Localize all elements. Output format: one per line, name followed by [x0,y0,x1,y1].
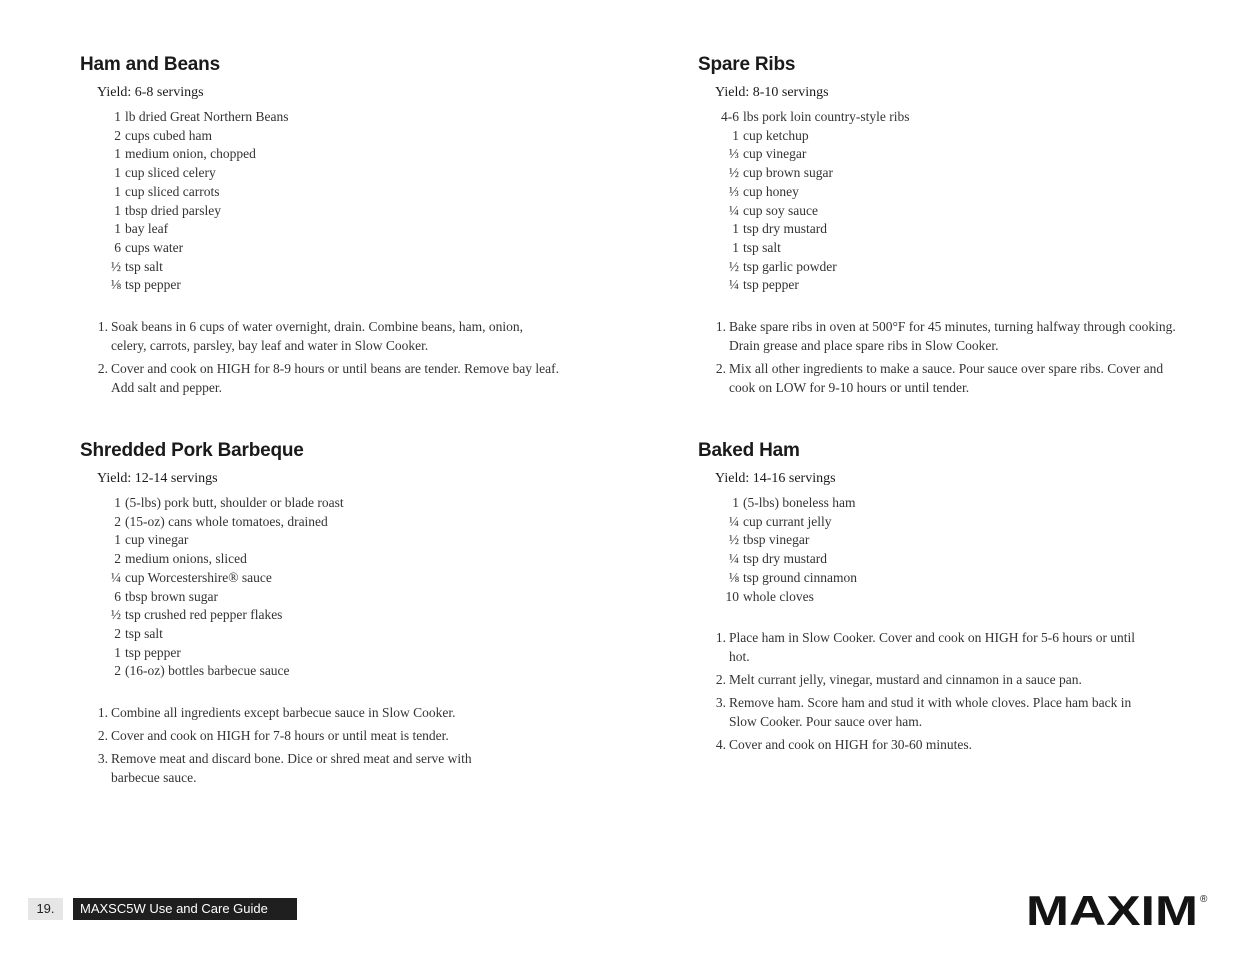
ingredient-qty: ⅓ [728,146,739,162]
ingredient-list [80,494,560,681]
ingredient-item [80,276,560,295]
step-number: 1. [715,630,726,646]
ingredient-qty: 1 [114,183,121,199]
ingredient-qty: ¼ [728,277,739,293]
recipe-baked-ham [698,440,1178,759]
ingredient-item [80,220,560,239]
step-item [698,318,1178,355]
ingredient-qty: 1 [114,221,121,237]
ingredient-qty: 1 [114,532,121,548]
ingredient-item [698,531,1178,550]
step-number: 2. [715,360,726,376]
step-text: Bake spare ribs in oven at 500°F for 45 minutes, turning halfway through cooking. Drain grease and place spare ribs in Slow Cooker. [729,319,1176,353]
step-text: Soak beans in 6 cups of water overnight, drain. Combine beans, ham, onion, celery, carrots, parsley, bay leaf and water in Slow Cooker. [111,319,524,353]
ingredient-qty: ½ [110,258,121,274]
step-item [698,694,1178,731]
ingredient-desc: whole cloves [743,588,814,604]
ingredient-qty: ¼ [728,202,739,218]
ingredient-desc: medium onion, chopped [125,146,256,162]
ingredient-item [80,606,560,625]
ingredient-desc: tsp salt [125,625,163,641]
ingredient-item [80,202,560,221]
ingredient-desc: cup currant jelly [743,513,832,529]
ingredient-item [80,662,560,681]
ingredient-desc: (16-oz) bottles barbecue sauce [125,663,290,679]
step-text: Cover and cook on HIGH for 30-60 minutes. [729,737,972,753]
ingredient-qty: ¼ [728,513,739,529]
step-text: Mix all other ingredients to make a sauce. Pour sauce over spare ribs. Cover and cook on LOW for 9-10 hours or until tender. [729,360,1164,395]
ingredient-list [80,108,560,295]
ingredient-item [698,258,1178,277]
step-item [80,727,560,746]
step-text: Place ham in Slow Cooker. Cover and cook on HIGH for 5-6 hours or until hot. [729,630,1136,664]
ingredient-item [698,588,1178,607]
step-item [80,360,560,397]
ingredient-item [80,164,560,183]
ingredient-qty: 6 [114,239,121,255]
ingredient-item [698,550,1178,569]
step-text: Cover and cook on HIGH for 7-8 hours or until meat is tender. [111,728,449,744]
ingredient-qty: 1 [732,495,739,510]
recipe-ham-and-beans [80,54,560,402]
step-text: Remove meat and discard bone. Dice or shred meat and serve with barbecue sauce. [111,751,472,786]
step-list [698,629,1178,755]
ingredient-desc: (5-lbs) pork butt, shoulder or blade roast [125,495,344,510]
step-number: 1. [97,705,108,721]
ingredient-desc: cups water [125,239,184,255]
ingredient-qty: 6 [114,588,121,604]
ingredient-item [80,513,560,532]
recipe-yield: Yield: 12-14 servings [97,471,218,486]
ingredient-desc: cup honey [743,183,799,199]
ingredient-qty: 1 [114,146,121,162]
ingredient-desc: (5-lbs) boneless ham [743,495,856,510]
ingredient-qty: 4-6 [721,109,739,124]
ingredient-item [80,145,560,164]
step-text: Remove ham. Score ham and stud it with whole cloves. Place ham back in Slow Cooker. Pour sauce over ham. [729,695,1132,730]
ingredient-qty: 1 [114,644,121,660]
ingredient-item [80,108,560,127]
step-text: Cover and cook on HIGH for 8-9 hours or until beans are tender. Remove bay leaf. Add salt and pepper. [111,360,559,395]
step-item [698,736,1178,755]
ingredient-qty: 1 [732,127,739,143]
step-number: 1. [715,319,726,335]
ingredient-desc: cup vinegar [743,146,807,162]
step-item [698,629,1178,666]
step-number: 2. [97,360,108,376]
ingredient-qty: 2 [114,663,121,679]
ingredient-item [80,550,560,569]
step-list [80,318,560,397]
step-number: 3. [97,751,108,767]
ingredient-item [698,145,1178,164]
ingredient-desc: tbsp dried parsley [125,202,221,218]
ingredient-qty: 2 [114,551,121,567]
recipe-shredded-pork-barbeque [80,440,560,792]
ingredient-desc: tsp pepper [743,277,799,293]
step-number: 2. [97,728,108,744]
ingredient-qty: ⅓ [728,183,739,199]
ingredient-item [698,202,1178,221]
ingredient-desc: lb dried Great Northern Beans [125,109,289,124]
ingredient-qty: 2 [114,127,121,143]
ingredient-desc: cup ketchup [743,127,809,143]
step-item [698,671,1178,690]
ingredient-desc: tsp dry mustard [743,221,827,237]
ingredient-desc: cup vinegar [125,532,189,548]
ingredient-desc: tbsp brown sugar [125,588,218,604]
step-text: Melt currant jelly, vinegar, mustard and cinnamon in a sauce pan. [729,672,1082,688]
maxim-logo [1026,890,1211,930]
ingredient-qty: 1 [114,202,121,218]
step-number: 4. [715,737,726,753]
ingredient-desc: tsp salt [743,239,781,255]
ingredient-desc: cup soy sauce [743,202,818,218]
ingredient-qty: ½ [728,165,739,181]
ingredient-qty: 2 [114,513,121,529]
recipe-title: Baked Ham [698,440,800,461]
recipe-spare-ribs [698,54,1178,402]
ingredient-desc: (15-oz) cans whole tomatoes, drained [125,513,328,529]
ingredient-list [698,494,1178,606]
step-number: 3. [715,695,726,711]
recipe-title: Shredded Pork Barbeque [80,440,304,461]
step-item [80,318,560,355]
ingredient-qty: ⅛ [728,569,739,585]
ingredient-qty: ¼ [728,551,739,567]
ingredient-desc: tsp pepper [125,277,181,293]
step-item [80,704,560,723]
ingredient-qty: ¼ [110,569,121,585]
ingredient-desc: tsp dry mustard [743,551,827,567]
page-number: 19. [28,898,63,920]
ingredient-desc: cup sliced carrots [125,183,220,199]
step-text: Combine all ingredients except barbecue sauce in Slow Cooker. [111,705,456,721]
guide-title: MAXSC5W Use and Care Guide [73,898,297,920]
ingredient-desc: cups cubed ham [125,127,212,143]
ingredient-desc: cup sliced celery [125,165,216,181]
ingredient-item [80,531,560,550]
recipe-yield: Yield: 8-10 servings [715,85,829,100]
ingredient-item [80,569,560,588]
ingredient-item [80,588,560,607]
ingredient-item [80,183,560,202]
ingredient-qty: 1 [114,165,121,181]
recipe-title: Ham and Beans [80,54,220,75]
ingredient-item [698,220,1178,239]
recipe-title: Spare Ribs [698,54,796,75]
ingredient-qty: 1 [732,221,739,237]
ingredient-qty: ½ [728,258,739,274]
ingredient-qty: ⅛ [110,277,121,293]
ingredient-item [80,625,560,644]
step-list [80,704,560,788]
ingredient-item [80,258,560,277]
recipe-yield: Yield: 14-16 servings [715,471,836,486]
ingredient-item [80,127,560,146]
step-number: 2. [715,672,726,688]
step-number: 1. [97,319,108,335]
ingredient-item [698,513,1178,532]
ingredient-desc: medium onions, sliced [125,551,247,567]
ingredient-item [698,569,1178,588]
logo-wordmark: MAXIM [1026,890,1198,930]
ingredient-desc: tsp crushed red pepper flakes [125,607,283,623]
ingredient-item [698,183,1178,202]
ingredient-desc: tsp garlic powder [743,258,837,274]
ingredient-item [698,239,1178,258]
ingredient-item [698,127,1178,146]
ingredient-desc: tsp pepper [125,644,181,660]
ingredient-qty: 2 [114,625,121,641]
ingredient-item [698,164,1178,183]
ingredient-item [80,494,560,513]
ingredient-desc: tsp ground cinnamon [743,569,857,585]
ingredient-desc: bay leaf [125,221,169,237]
step-item [698,360,1178,397]
step-list [698,318,1178,397]
ingredient-qty: 1 [732,239,739,255]
ingredient-desc: tsp salt [125,258,163,274]
ingredient-qty: 10 [725,588,739,604]
step-item [80,750,560,787]
ingredient-desc: cup brown sugar [743,165,833,181]
ingredient-qty: 1 [114,495,121,510]
recipe-yield: Yield: 6-8 servings [97,85,204,100]
ingredient-qty: ½ [110,607,121,623]
ingredient-qty: 1 [114,109,121,124]
ingredient-item [698,276,1178,295]
registered-mark: ® [1200,894,1208,905]
ingredient-item [80,644,560,663]
ingredient-item [698,494,1178,513]
ingredient-desc: cup Worcestershire® sauce [125,569,272,585]
ingredient-list [698,108,1178,295]
ingredient-item [698,108,1178,127]
ingredient-desc: tbsp vinegar [743,532,810,548]
ingredient-qty: ½ [728,532,739,548]
ingredient-desc: lbs pork loin country-style ribs [743,109,910,124]
ingredient-item [80,239,560,258]
